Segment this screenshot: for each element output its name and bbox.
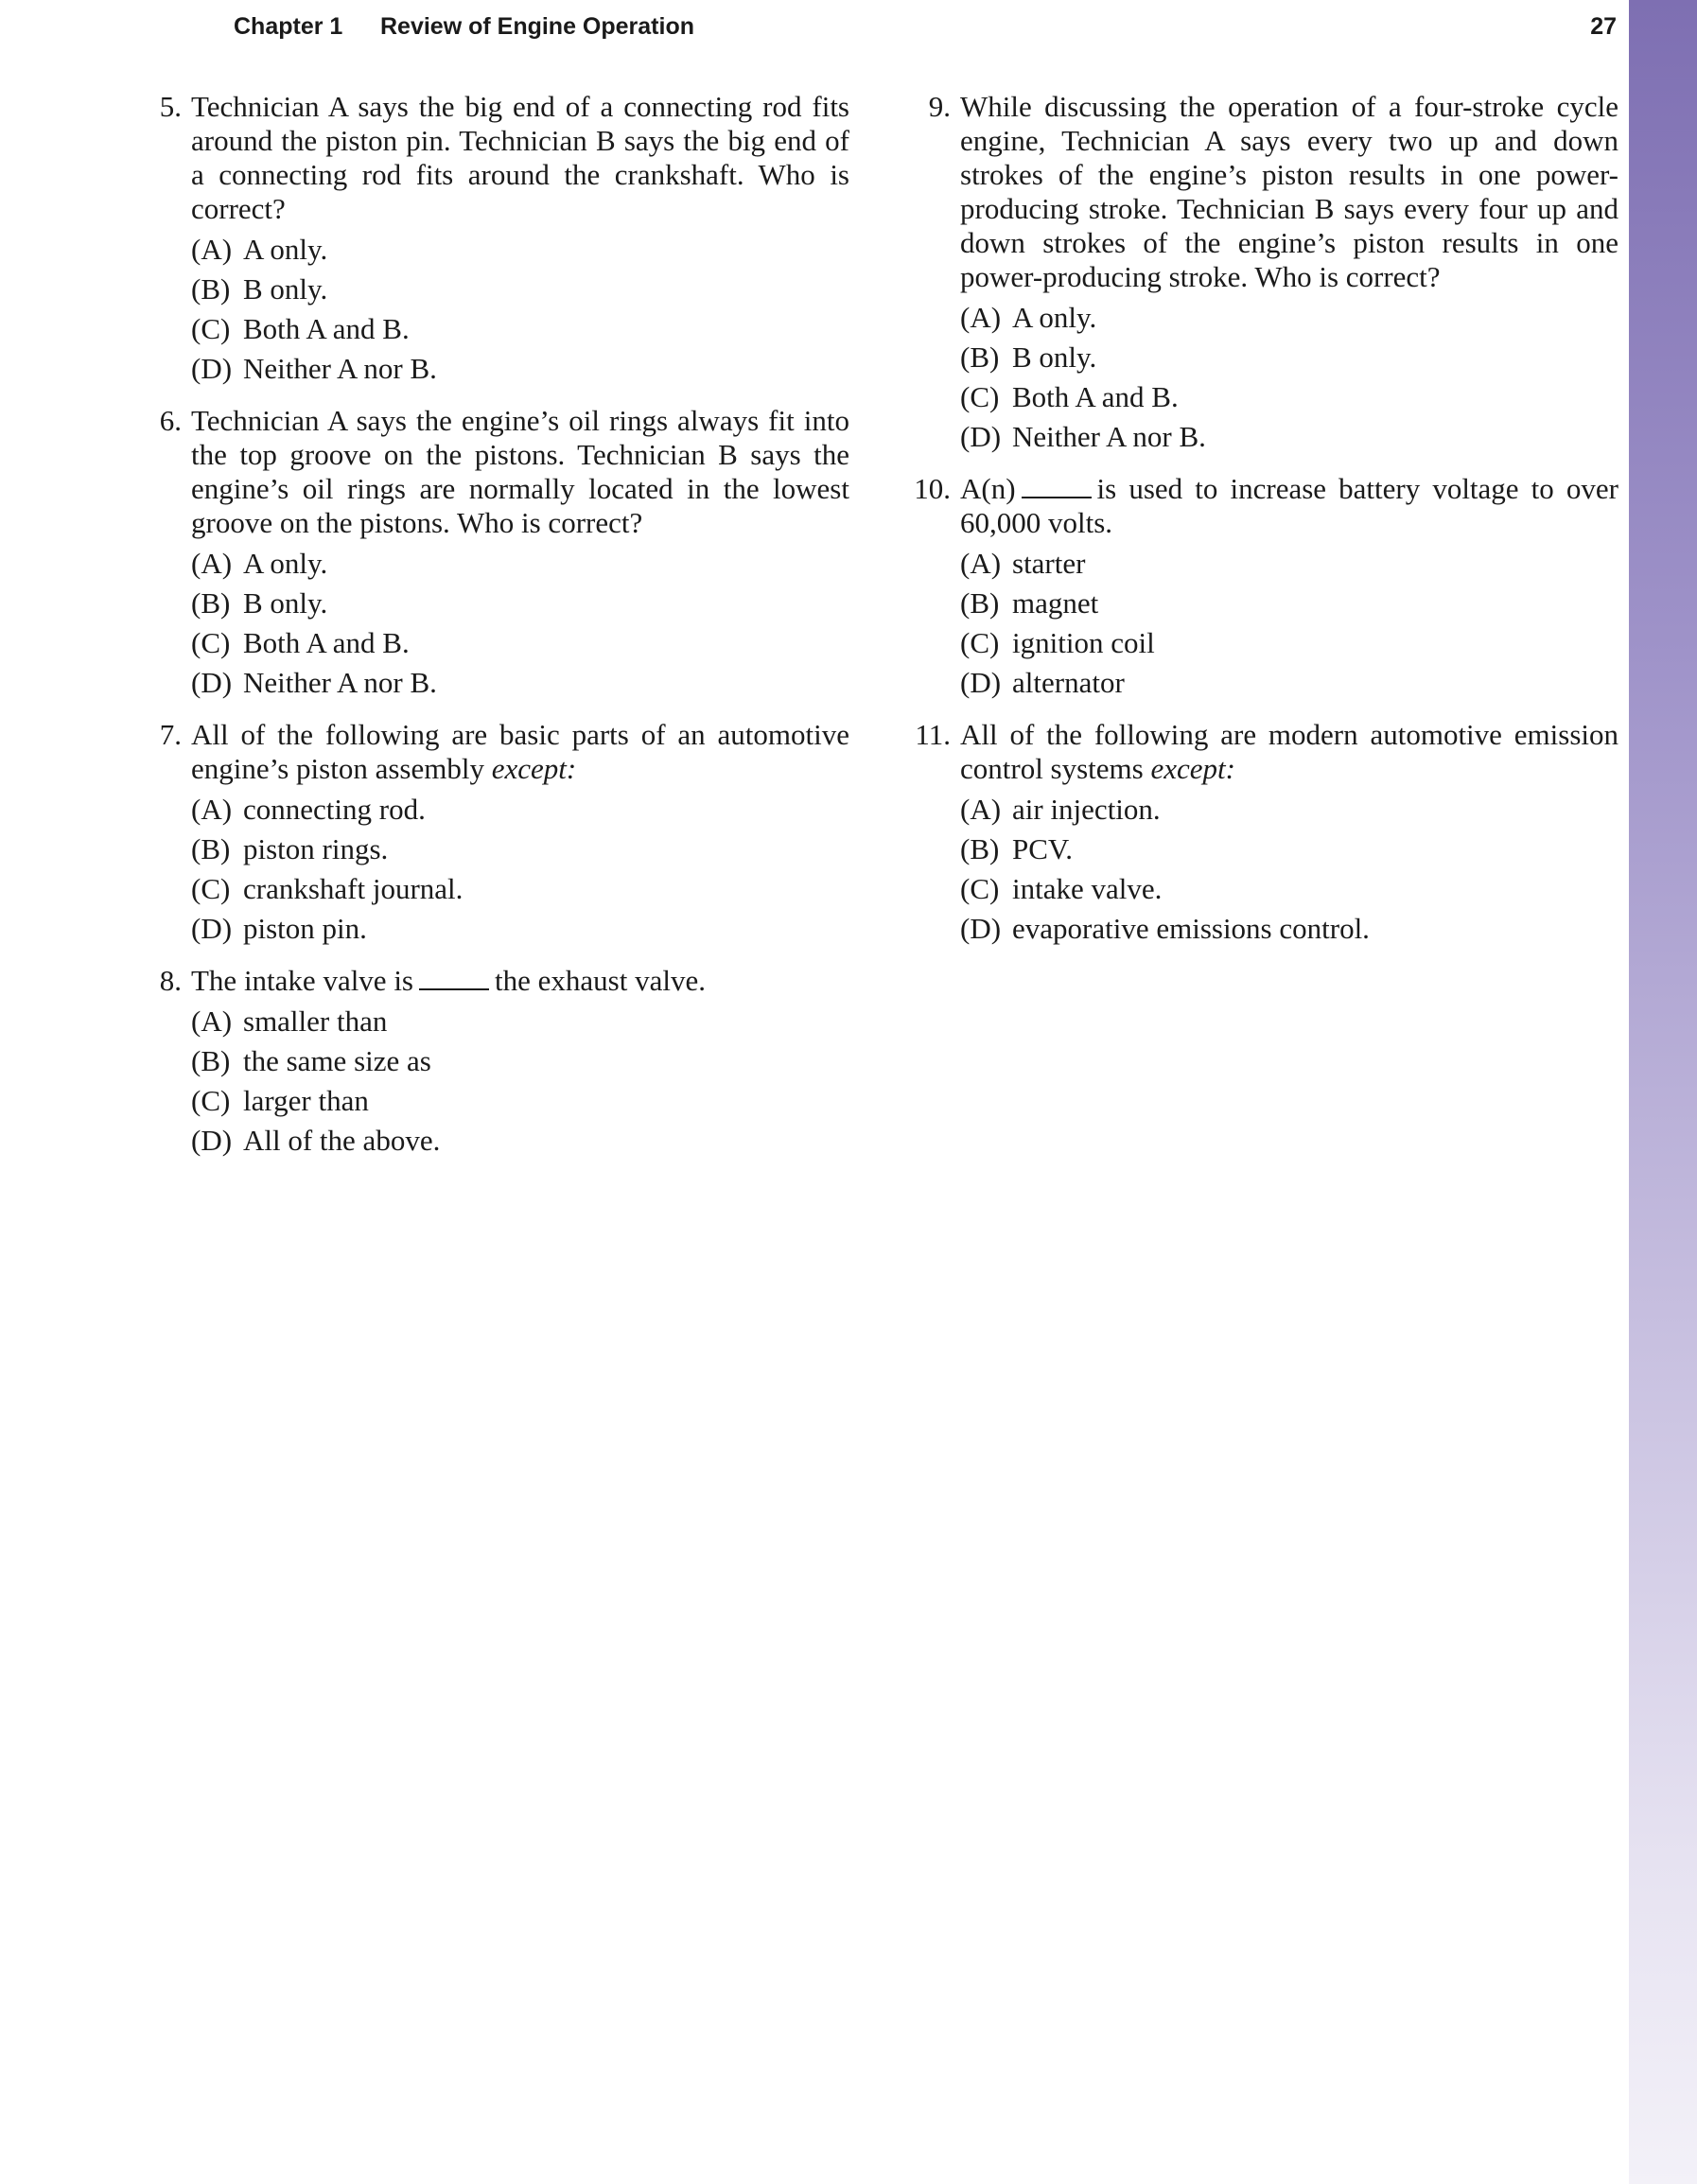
- option-c[interactable]: [191, 309, 849, 349]
- option-b[interactable]: [960, 338, 1618, 377]
- question-text: [191, 964, 849, 998]
- question-6: [142, 404, 849, 703]
- option-text: A only.: [1012, 301, 1097, 334]
- option-text: piston rings.: [243, 832, 389, 865]
- option-text: alternator: [1012, 666, 1125, 699]
- option-a[interactable]: [191, 544, 849, 584]
- answer-options: [960, 298, 1618, 457]
- option-c[interactable]: [191, 1081, 849, 1121]
- option-text: A only.: [243, 233, 328, 266]
- question-text: Technician A says the engine’s oil rings always fit into the top groove on the pistons. Technician B says the engine’s oil rings are normally located in the lowest groove on the pistons. Who is correct?: [191, 404, 849, 539]
- question-number: 7.: [159, 718, 182, 751]
- answer-options: [191, 1002, 849, 1161]
- option-text: Both A and B.: [1012, 380, 1179, 413]
- option-c[interactable]: [191, 869, 849, 909]
- option-text: Neither A nor B.: [243, 352, 437, 385]
- question-text: [960, 718, 1618, 786]
- option-c[interactable]: [960, 623, 1618, 663]
- question-text-before: The intake valve is: [191, 964, 413, 997]
- option-letter: (D): [960, 666, 1002, 699]
- option-letter: (C): [191, 626, 231, 659]
- option-a[interactable]: [960, 790, 1618, 830]
- question-text-emphasis: except:: [491, 752, 577, 785]
- question-number: 8.: [159, 964, 182, 997]
- question-text-after: is used to increase battery voltage to over 60,000 volts.: [960, 472, 1618, 539]
- option-letter: (C): [960, 872, 1000, 905]
- option-a[interactable]: [191, 1002, 849, 1041]
- option-letter: (B): [960, 586, 1000, 620]
- question-text-emphasis: except:: [1150, 752, 1235, 785]
- option-letter: (D): [191, 666, 233, 699]
- option-letter: (D): [191, 1124, 233, 1157]
- option-a[interactable]: [960, 544, 1618, 584]
- option-text: magnet: [1012, 586, 1099, 620]
- question-text-main: All of the following are basic parts of an automotive engine’s piston assembly: [191, 718, 849, 785]
- option-letter: (D): [191, 352, 233, 385]
- chapter-label: Chapter 1: [234, 13, 343, 40]
- question-number: 6.: [159, 404, 182, 437]
- option-a[interactable]: [960, 298, 1618, 338]
- option-letter: (D): [191, 912, 233, 945]
- option-letter: (B): [960, 832, 1000, 865]
- option-text: Neither A nor B.: [1012, 420, 1206, 453]
- option-letter: (B): [191, 272, 231, 306]
- option-d[interactable]: [960, 909, 1618, 949]
- question-number: 10.: [914, 472, 951, 505]
- option-d[interactable]: [191, 663, 849, 703]
- question-10: [899, 472, 1618, 703]
- option-text: larger than: [243, 1084, 369, 1117]
- option-text: ignition coil: [1012, 626, 1155, 659]
- option-text: connecting rod.: [243, 793, 426, 826]
- option-letter: (B): [191, 1044, 231, 1077]
- option-text: piston pin.: [243, 912, 367, 945]
- option-b[interactable]: [191, 1041, 849, 1081]
- option-d[interactable]: [191, 349, 849, 389]
- option-b[interactable]: [960, 584, 1618, 623]
- option-text: B only.: [243, 586, 328, 620]
- answer-options: [191, 790, 849, 949]
- question-number: 9.: [928, 90, 951, 123]
- option-a[interactable]: [191, 230, 849, 270]
- answer-options: [191, 544, 849, 703]
- answer-options: [960, 544, 1618, 703]
- page-edge-color-tab: [1629, 0, 1697, 2184]
- option-b[interactable]: [960, 830, 1618, 869]
- answer-options: [960, 790, 1618, 949]
- option-text: intake valve.: [1012, 872, 1163, 905]
- right-column: [899, 90, 1618, 964]
- option-text: the same size as: [243, 1044, 431, 1077]
- option-text: crankshaft journal.: [243, 872, 464, 905]
- option-letter: (C): [191, 872, 231, 905]
- option-letter: (A): [960, 301, 1002, 334]
- option-text: air injection.: [1012, 793, 1161, 826]
- option-d[interactable]: [191, 1121, 849, 1161]
- fill-in-blank: [1022, 474, 1092, 498]
- option-text: All of the above.: [243, 1124, 441, 1157]
- option-letter: (A): [191, 1005, 233, 1038]
- question-text: [960, 472, 1618, 540]
- option-b[interactable]: [191, 830, 849, 869]
- option-c[interactable]: [191, 623, 849, 663]
- option-text: smaller than: [243, 1005, 388, 1038]
- question-number: 5.: [159, 90, 182, 123]
- option-letter: (C): [191, 312, 231, 345]
- question-9: [899, 90, 1618, 457]
- option-d[interactable]: [960, 663, 1618, 703]
- option-d[interactable]: [191, 909, 849, 949]
- option-letter: (A): [960, 547, 1002, 580]
- option-text: Neither A nor B.: [243, 666, 437, 699]
- option-a[interactable]: [191, 790, 849, 830]
- option-letter: (C): [191, 1084, 231, 1117]
- question-text: [191, 718, 849, 786]
- question-8: [142, 964, 849, 1161]
- option-text: starter: [1012, 547, 1086, 580]
- option-text: A only.: [243, 547, 328, 580]
- option-text: Both A and B.: [243, 312, 410, 345]
- option-letter: (D): [960, 420, 1002, 453]
- option-letter: (B): [191, 832, 231, 865]
- answer-options: [191, 230, 849, 389]
- option-text: B only.: [243, 272, 328, 306]
- option-letter: (A): [191, 793, 233, 826]
- option-text: Both A and B.: [243, 626, 410, 659]
- option-text: B only.: [1012, 341, 1097, 374]
- option-letter: (C): [960, 626, 1000, 659]
- option-b[interactable]: [191, 584, 849, 623]
- question-text: Technician A says the big end of a connecting rod fits around the piston pin. Technician B says the big end of a connecting rod fits around the crankshaft. Who is correct?: [191, 90, 849, 225]
- option-b[interactable]: [191, 270, 849, 309]
- page-number: 27: [1590, 13, 1617, 40]
- option-letter: (B): [191, 586, 231, 620]
- running-header: [0, 13, 1629, 47]
- left-column: [142, 90, 849, 1176]
- option-d[interactable]: [960, 417, 1618, 457]
- option-letter: (A): [960, 793, 1002, 826]
- option-letter: (C): [960, 380, 1000, 413]
- question-11: [899, 718, 1618, 949]
- question-5: [142, 90, 849, 389]
- option-c[interactable]: [960, 869, 1618, 909]
- option-letter: (B): [960, 341, 1000, 374]
- question-7: [142, 718, 849, 949]
- question-text: While discussing the operation of a four-stroke cycle engine, Technician A says every two up and down strokes of the engine’s piston results in one power-producing stroke. Technician B says every four up and down strokes of the engine’s piston results in one power-producing stroke. Who is correct?: [960, 90, 1618, 293]
- fill-in-blank: [419, 966, 489, 990]
- question-number: 11.: [915, 718, 951, 751]
- option-text: evaporative emissions control.: [1012, 912, 1370, 945]
- option-text: PCV.: [1012, 832, 1074, 865]
- option-letter: (D): [960, 912, 1002, 945]
- question-text-before: A(n): [960, 472, 1016, 505]
- question-text-after: the exhaust valve.: [495, 964, 706, 997]
- option-letter: (A): [191, 547, 233, 580]
- option-c[interactable]: [960, 377, 1618, 417]
- question-text-main: All of the following are modern automotive emission control systems: [960, 718, 1618, 785]
- chapter-title: Review of Engine Operation: [380, 13, 694, 40]
- option-letter: (A): [191, 233, 233, 266]
